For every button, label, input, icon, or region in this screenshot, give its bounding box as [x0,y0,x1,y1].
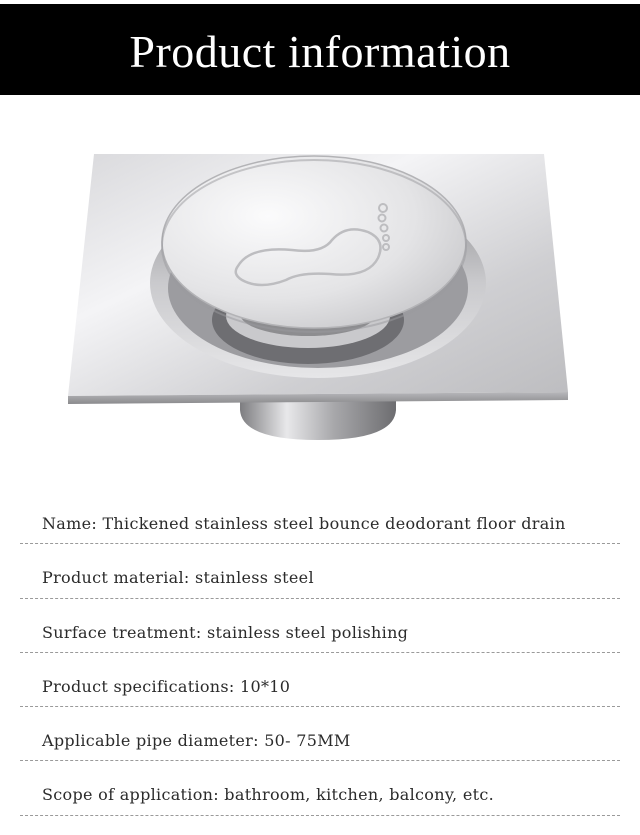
spec-row-specifications [0,659,640,713]
divider [20,706,620,707]
divider [20,543,620,544]
spec-surface-text: Surface treatment: stainless steel polishing [42,622,409,642]
spec-name-text: Name: Thickened stainless steel bounce deodorant floor drain [42,514,566,533]
spec-specifications-text: Product specifications: 10*10 [42,676,291,696]
spec-pipe-diameter-text: Applicable pipe diameter: 50- 75MM [42,731,351,751]
spec-row-pipe-diameter [0,713,640,767]
divider [20,598,620,599]
divider [20,815,620,816]
header-banner [0,4,640,95]
spec-material-text: Product material: stainless steel [42,568,314,588]
divider [20,652,620,653]
spec-scope-text: Scope of application: bathroom, kitchen, balcony, etc. [42,785,494,805]
spec-row-surface [0,605,640,659]
divider [20,760,620,761]
spec-row-scope [0,767,640,821]
spec-row-name [0,496,640,550]
page-title: Product information [129,26,511,77]
spec-row-material [0,550,640,604]
product-photo [60,148,580,448]
spec-list [0,496,640,822]
